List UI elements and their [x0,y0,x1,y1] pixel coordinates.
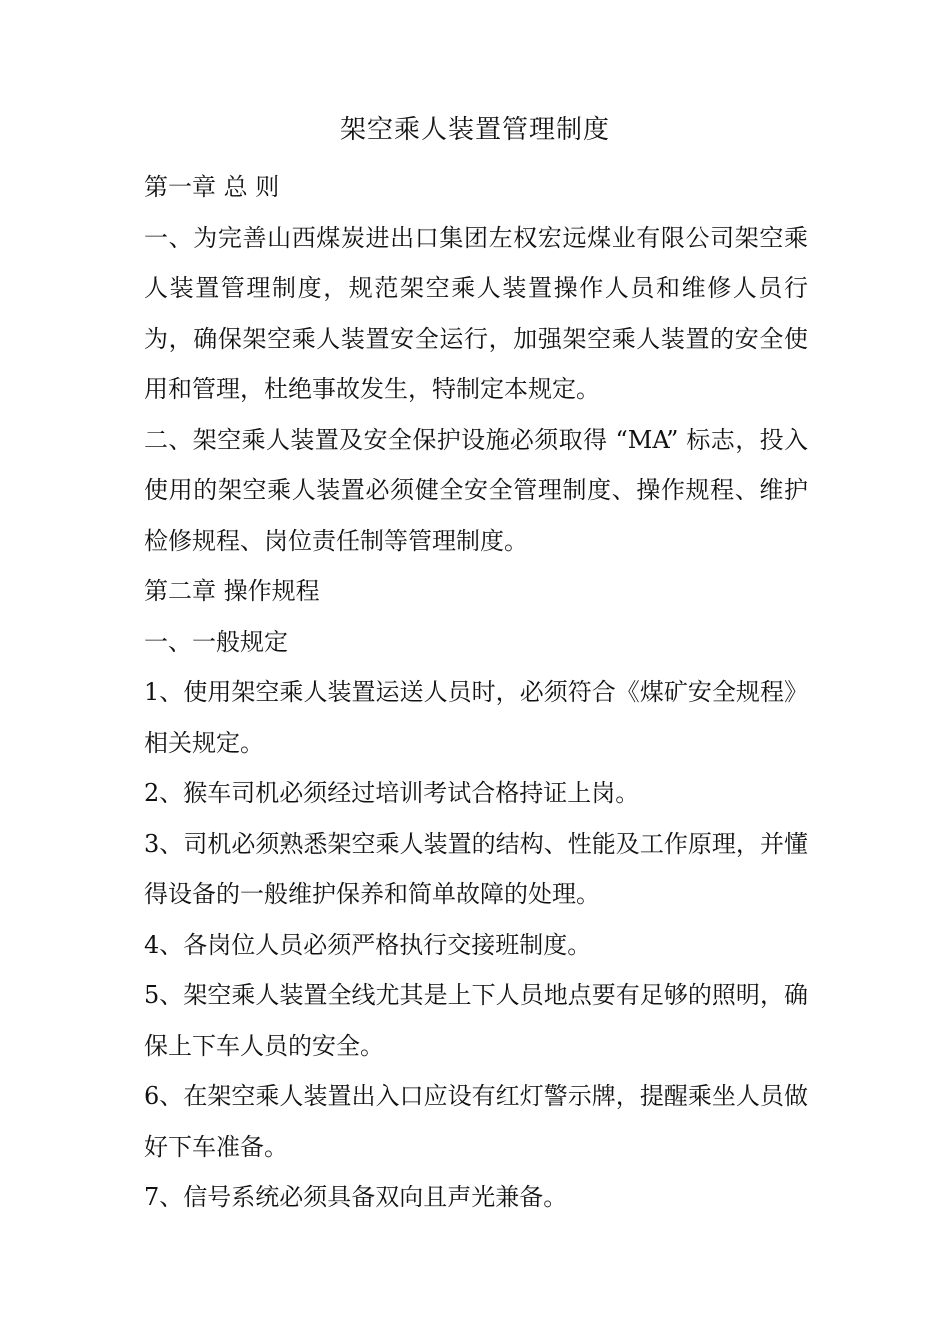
section-heading: 一、一般规定 [144,627,288,656]
chapter-heading: 第二章 操作规程 [144,577,320,605]
chapter-heading: 第一章 总 则 [144,173,280,201]
paragraph: 3、司机必须熟悉架空乘人装置的结构、性能及工作原理，并懂得设备的一般维护保养和简单故障的处理。 [144,829,808,908]
paragraph: 一、为完善山西煤炭进出口集团左权宏远煤业有限公司架空乘人装置管理制度，规范架空乘人装置操作人员和维修人员行为，确保架空乘人装置安全运行，加强架空乘人装置的安全使用和管理，杜绝事故发生，特制定本规定。 [144,223,808,403]
paragraph: 7、信号系统必须具备双向且声光兼备。 [144,1183,568,1211]
paragraph: 1、使用架空乘人装置运送人员时，必须符合《煤矿安全规程》相关规定。 [144,678,808,757]
paragraph: 5、架空乘人装置全线尤其是上下人员地点要有足够的照明，确保上下车人员的安全。 [144,981,808,1060]
paragraph: 二、架空乘人装置及安全保护设施必须取得 “MA” 标志，投入使用的架空乘人装置必须健全安全管理制度、操作规程、维护检修规程、岗位责任制等管理制度。 [144,425,808,555]
paragraph: 4、各岗位人员必须严格执行交接班制度。 [144,930,592,959]
paragraph: 6、在架空乘人装置出入口应设有红灯警示牌，提醒乘坐人员做好下车准备。 [144,1082,808,1161]
paragraph: 2、猴车司机必须经过培训考试合格持证上岗。 [144,779,640,807]
document-title: 架空乘人装置管理制度 [339,115,610,145]
document-body [144,162,808,1223]
